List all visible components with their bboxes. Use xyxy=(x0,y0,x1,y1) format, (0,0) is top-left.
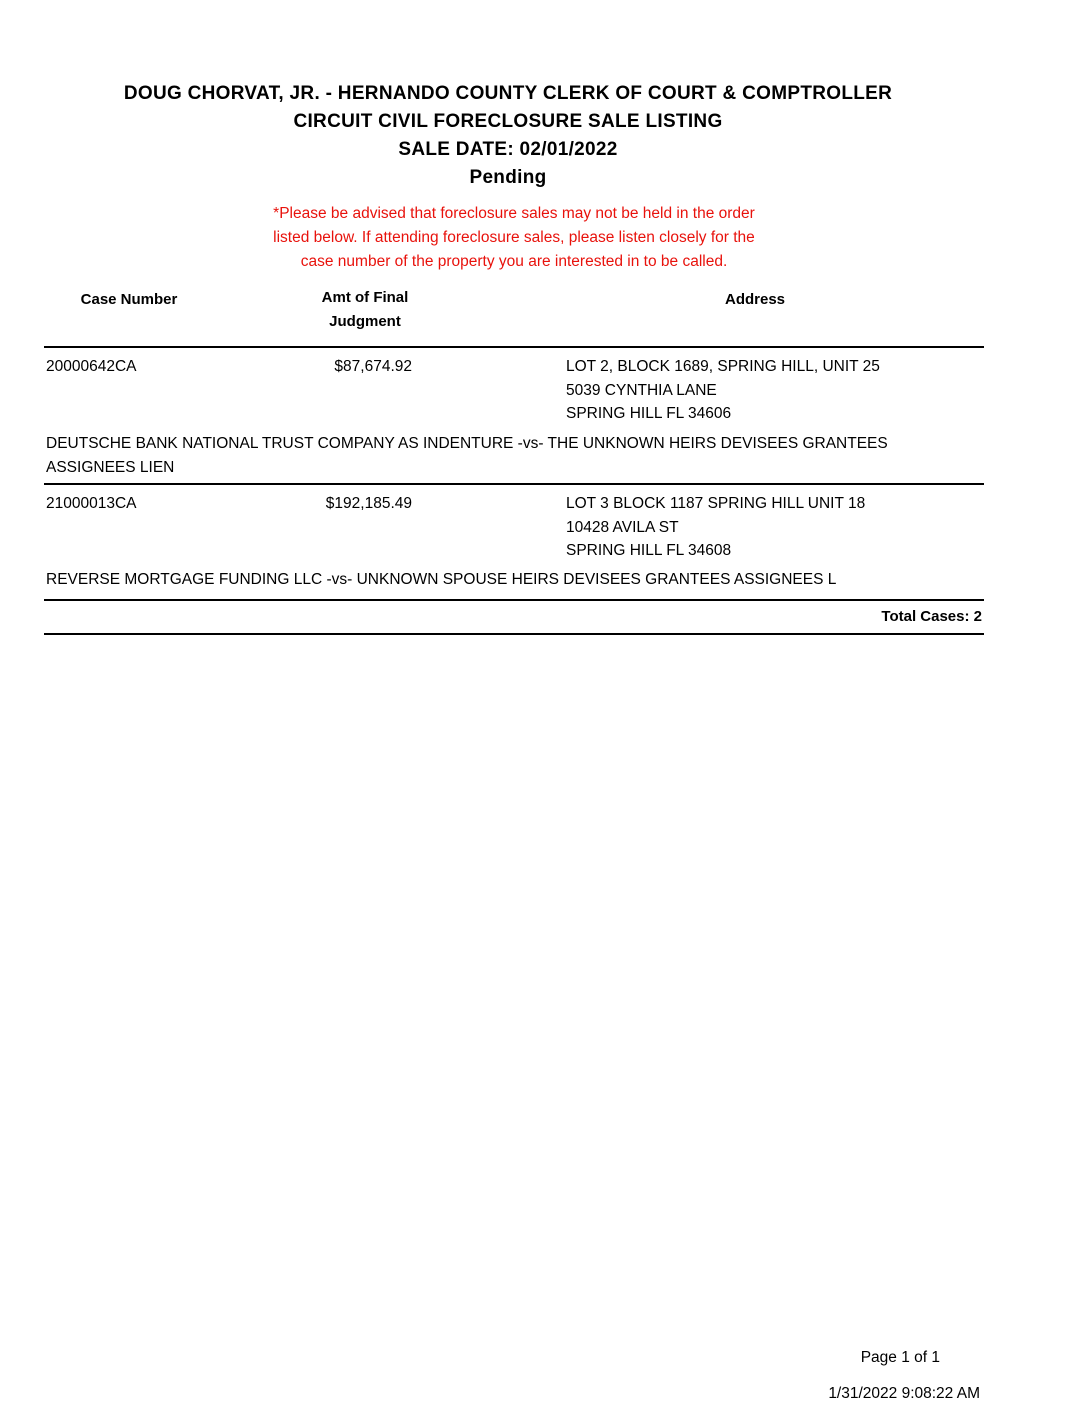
page-number: Page 1 of 1 xyxy=(860,1349,940,1366)
address-line: SPRING HILL FL 34608 xyxy=(566,542,732,559)
judgment-amount: $87,674.92 xyxy=(334,358,412,375)
column-header-amount-line: Amt of Final xyxy=(321,289,409,306)
column-header-amount-line: Judgment xyxy=(329,313,401,330)
report-title: DOUG CHORVAT, JR. - HERNANDO COUNTY CLERK OF COURT & COMPTROLLER xyxy=(123,83,893,104)
total-cases: Total Cases: 2 xyxy=(881,608,982,625)
case-parties: REVERSE MORTGAGE FUNDING LLC -vs- UNKNOWN SPOUSE HEIRS DEVISEES GRANTEES ASSIGNEES L xyxy=(46,571,837,588)
row-divider xyxy=(44,483,984,485)
case-parties: DEUTSCHE BANK NATIONAL TRUST COMPANY AS INDENTURE -vs- THE UNKNOWN HEIRS DEVISEES GRANTEES ASSIGNEES LIEN xyxy=(46,435,888,476)
notice-line: listed below. If attending foreclosure sales, please listen closely for the xyxy=(273,229,755,246)
column-header-address: Address xyxy=(724,291,786,308)
status-label: Pending xyxy=(469,167,547,188)
total-divider xyxy=(44,633,984,635)
column-header-amount xyxy=(290,286,440,334)
case-number: 20000642CA xyxy=(46,358,137,375)
report-subtitle: CIRCUIT CIVIL FORECLOSURE SALE LISTING xyxy=(293,111,723,132)
address-line: 10428 AVILA ST xyxy=(566,518,679,536)
notice-line: *Please be advised that foreclosure sales may not be held in the order xyxy=(273,205,755,222)
report-header xyxy=(0,80,1016,192)
judgment-amount: $192,185.49 xyxy=(325,495,412,512)
address-line: LOT 3 BLOCK 1187 SPRING HILL UNIT 18 xyxy=(566,495,866,512)
sale-order-notice xyxy=(0,202,1028,274)
header-divider xyxy=(44,346,984,348)
row-divider xyxy=(44,599,984,601)
case-number: 21000013CA xyxy=(46,495,137,512)
property-address xyxy=(566,355,880,426)
property-address xyxy=(566,492,865,563)
address-line: SPRING HILL FL 34606 xyxy=(566,405,732,422)
column-header-case-number: Case Number xyxy=(80,291,178,308)
notice-line: case number of the property you are interested in to be called. xyxy=(300,253,728,270)
address-line: 5039 CYNTHIA LANE xyxy=(566,381,717,399)
report-timestamp: 1/31/2022 9:08:22 AM xyxy=(828,1385,980,1402)
address-line: LOT 2, BLOCK 1689, SPRING HILL, UNIT 25 xyxy=(566,358,880,375)
sale-date: SALE DATE: 02/01/2022 xyxy=(398,139,618,160)
